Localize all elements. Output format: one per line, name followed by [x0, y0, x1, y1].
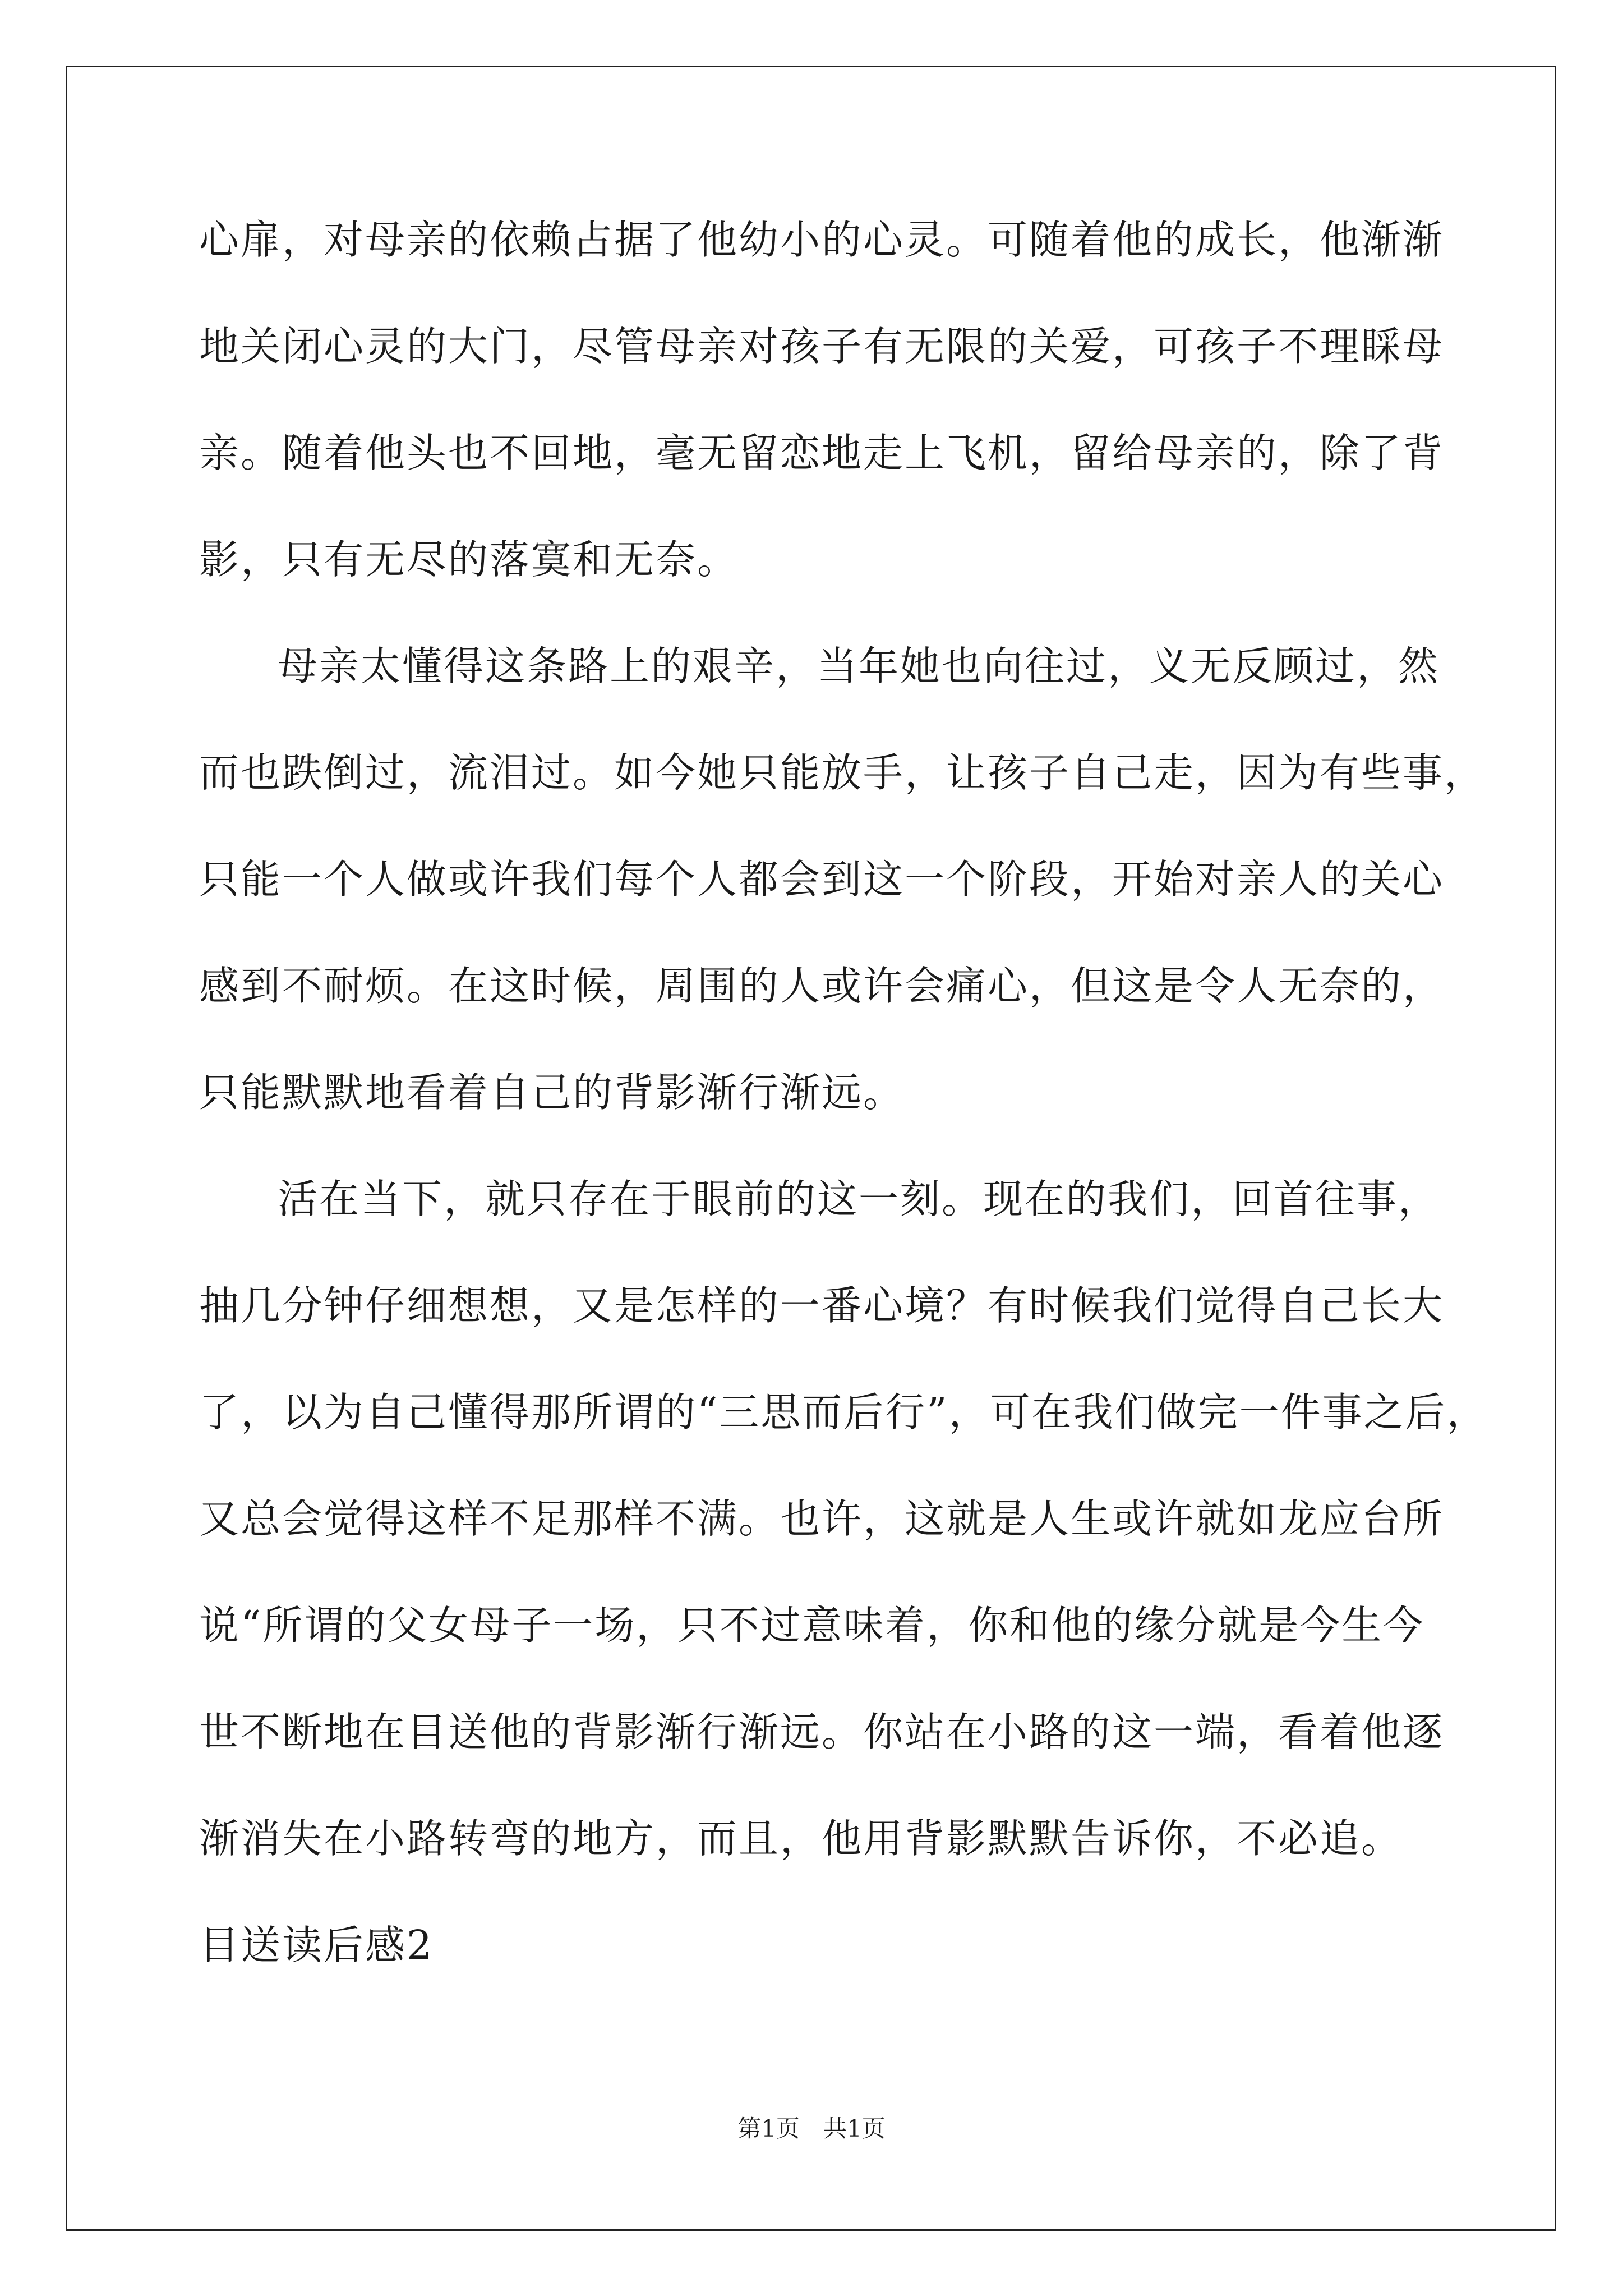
text-line: 心扉，对母亲的依赖占据了他幼小的心灵。可随着他的成长，他渐渐 [199, 217, 1445, 263]
text-line: 渐消失在小路转弯的地方，而且，他用背影默默告诉你，不必追。 [199, 1815, 1403, 1862]
text-line: 地关闭心灵的大门，尽管母亲对孩子有无限的关爱，可孩子不理睬母 [199, 323, 1445, 370]
page-number-footer: 第1页 共1页 [737, 2115, 886, 2142]
text-line: 说“所谓的父女母子一场，只不过意味着，你和他的缘分就是今生今 [199, 1602, 1425, 1649]
text-line: 影，只有无尽的落寞和无奈。 [199, 536, 739, 583]
text-line: 活在当下，就只存在于眼前的这一刻。现在的我们，回首往事， [278, 1176, 1440, 1222]
section-heading: 目送读后感2 [199, 1922, 434, 1968]
document-body [199, 213, 1488, 2025]
text-line: 了，以为自己懂得那所谓的“三思而后行”，可在我们做完一件事之后， [199, 1389, 1488, 1435]
text-line: 感到不耐烦。在这时候，周围的人或许会痛心，但这是令人无奈的， [199, 963, 1445, 1009]
text-line: 只能一个人做或许我们每个人都会到这一个阶段，开始对亲人的关心 [199, 856, 1445, 903]
text-line: 只能默默地看着自己的背影渐行渐远。 [199, 1069, 905, 1116]
text-line: 又总会觉得这样不足那样不满。也许，这就是人生或许就如龙应台所 [199, 1496, 1445, 1542]
text-line: 抽几分钟仔细想想，又是怎样的一番心境？有时候我们觉得自己长大 [199, 1282, 1445, 1329]
text-line: 而也跌倒过，流泪过。如今她只能放手，让孩子自己走，因为有些事， [199, 749, 1486, 796]
text-line: 母亲太懂得这条路上的艰辛，当年她也向往过，义无反顾过，然 [278, 643, 1440, 689]
text-line: 世不断地在目送他的背影渐行渐远。你站在小路的这一端，看着他逐 [199, 1709, 1445, 1755]
text-line: 亲。随着他头也不回地，毫无留恋地走上飞机，留给母亲的，除了背 [199, 430, 1445, 476]
